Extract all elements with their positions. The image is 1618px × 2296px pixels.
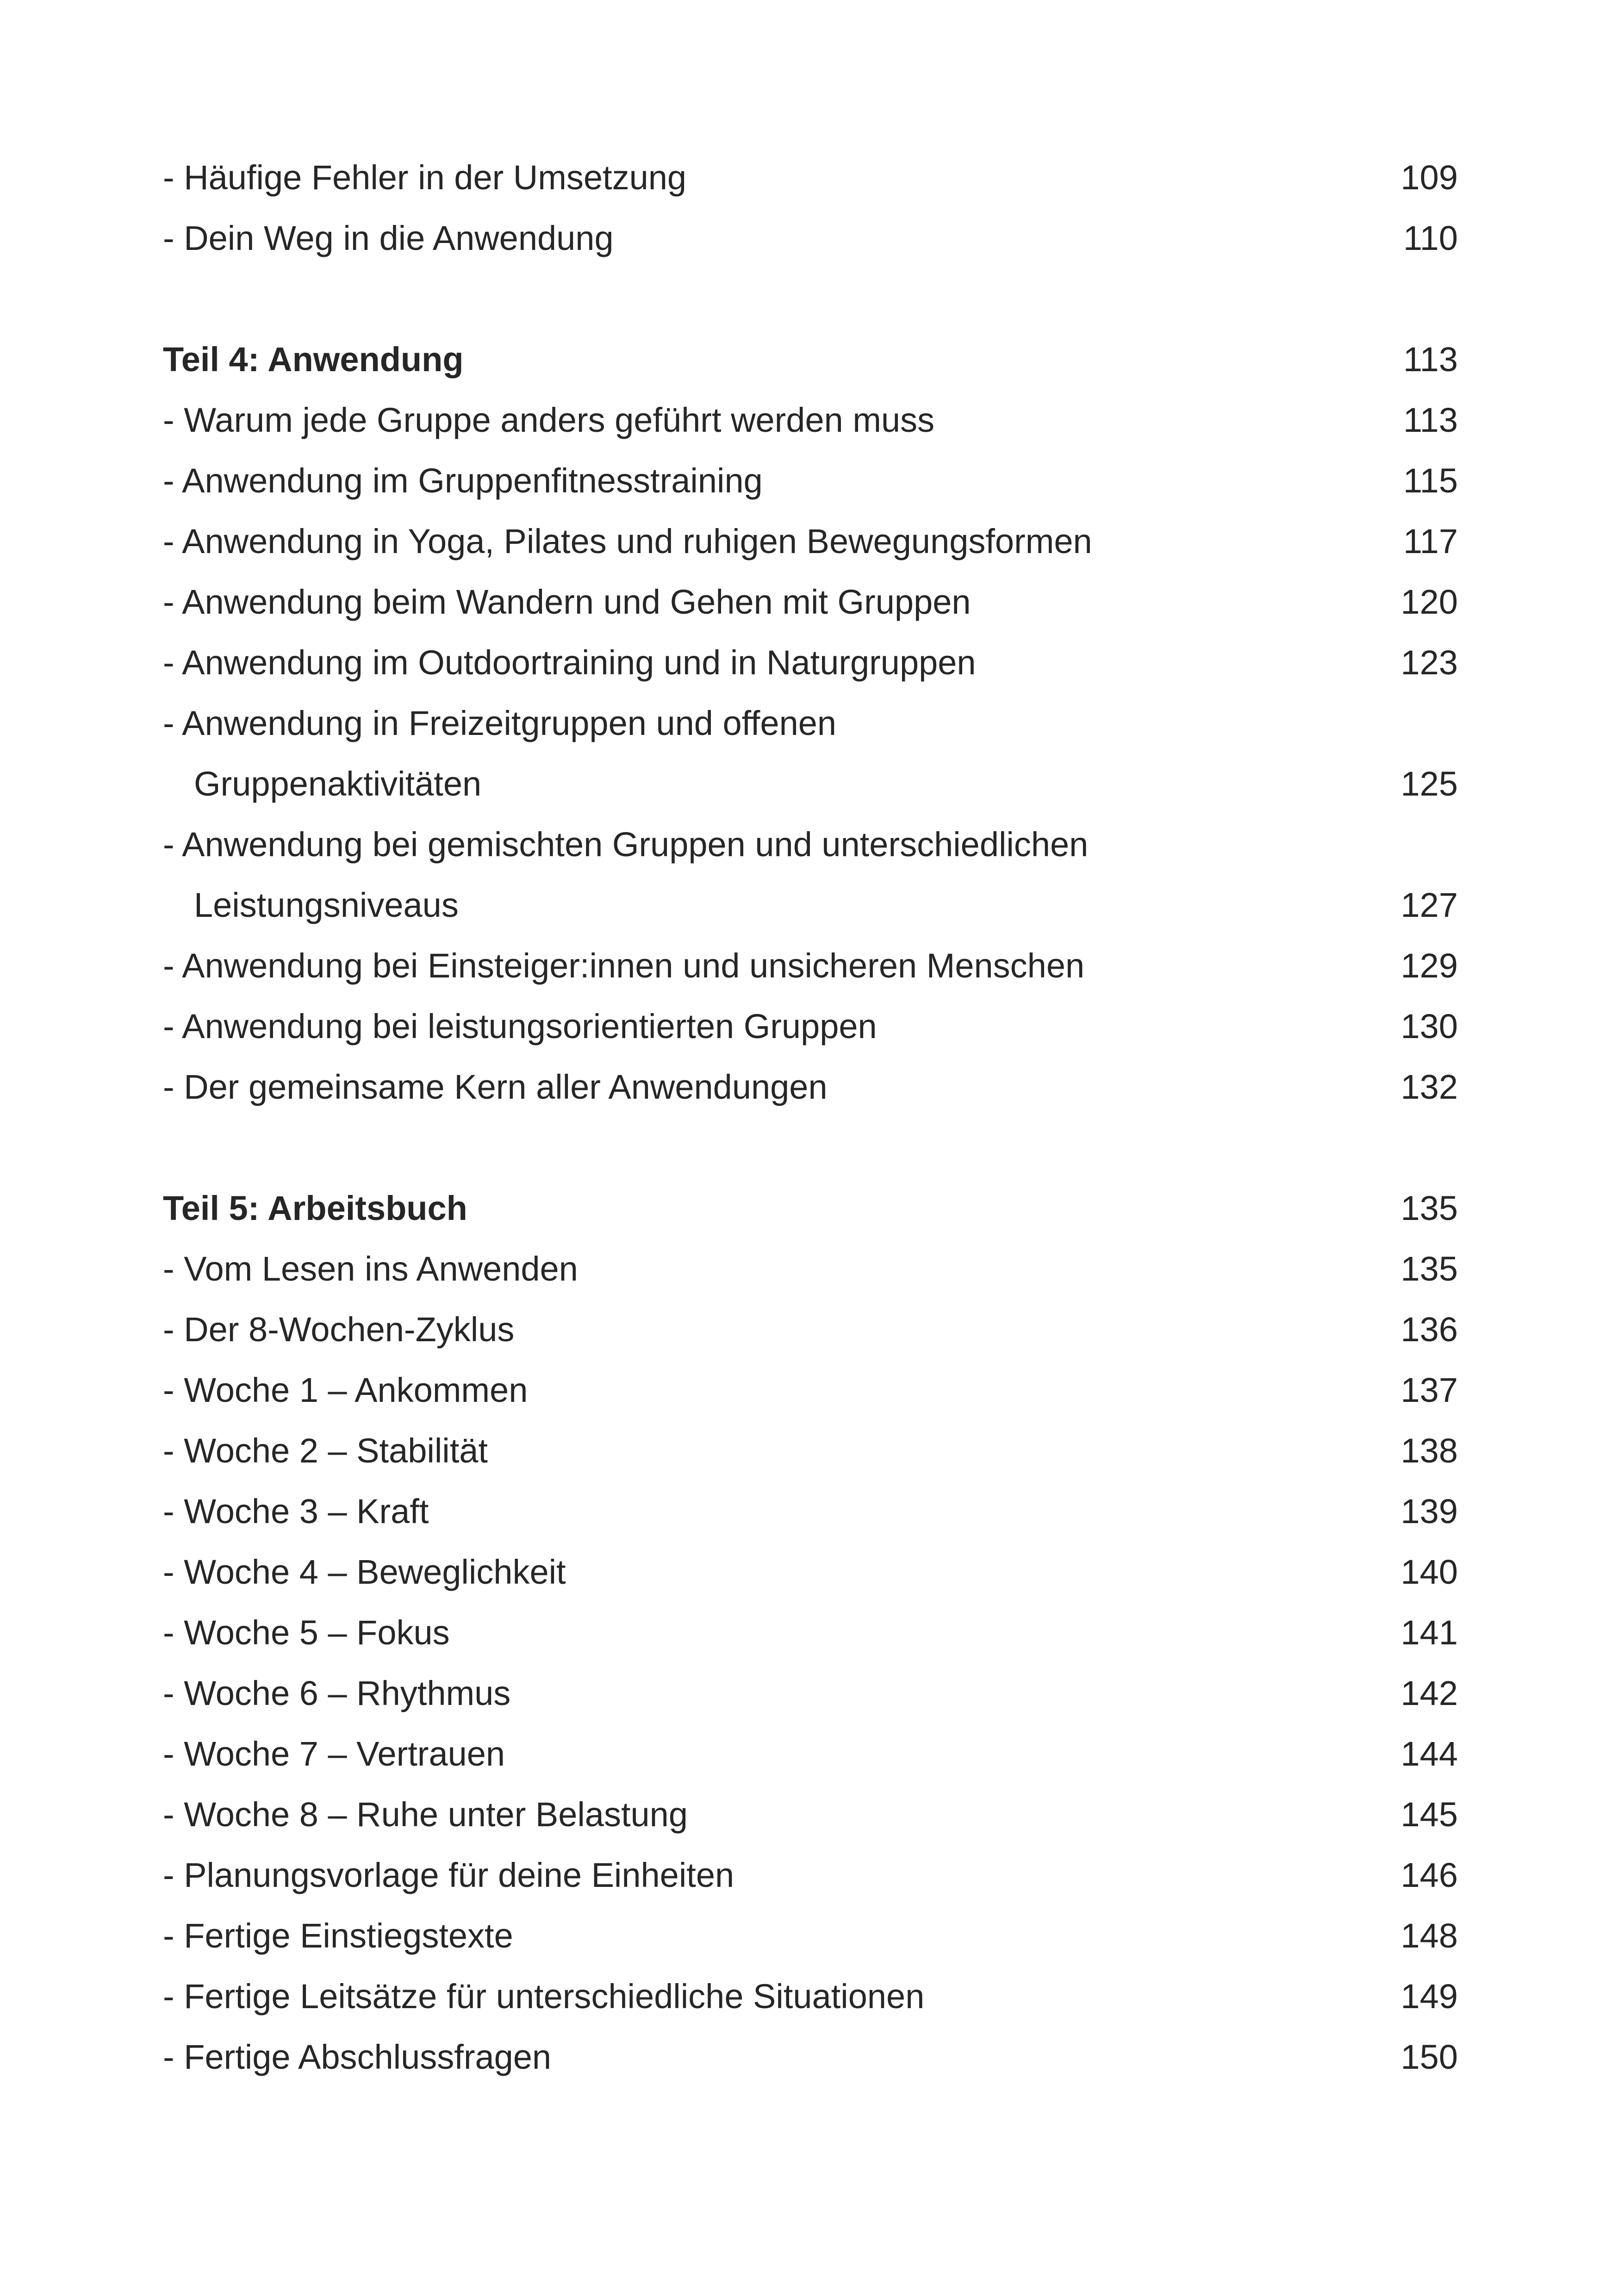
toc-entry-page-number: 127 bbox=[1400, 886, 1458, 924]
toc-heading-title: Teil 5: Arbeitsbuch bbox=[163, 1189, 467, 1227]
toc-entry-title: - Anwendung bei leistungsorientierten Gruppen bbox=[163, 1007, 877, 1045]
toc-heading bbox=[163, 329, 1458, 390]
toc-entry-page-number: 137 bbox=[1400, 1371, 1458, 1409]
toc-heading-page-number: 113 bbox=[1403, 340, 1458, 379]
toc-entry-title: - Woche 5 – Fokus bbox=[163, 1613, 450, 1652]
toc-entry bbox=[163, 390, 1458, 450]
toc-entry-page-number: 129 bbox=[1400, 946, 1458, 985]
toc-entry bbox=[163, 1057, 1458, 1117]
toc-entry-title: - Woche 8 – Ruhe unter Belastung bbox=[163, 1795, 688, 1834]
toc-entry bbox=[163, 511, 1458, 572]
toc-entry-page-number: 120 bbox=[1400, 583, 1458, 621]
toc-entry-title: - Häufige Fehler in der Umsetzung bbox=[163, 158, 687, 197]
table-of-contents bbox=[163, 147, 1458, 2087]
toc-entry-title-continuation: Gruppenaktivitäten bbox=[194, 765, 482, 803]
toc-entry-page-number: 141 bbox=[1400, 1613, 1458, 1652]
toc-heading-title: Teil 4: Anwendung bbox=[163, 340, 464, 379]
toc-entry bbox=[163, 1724, 1458, 1784]
toc-entry-title: - Woche 1 – Ankommen bbox=[163, 1371, 528, 1409]
toc-entry-page-number: 110 bbox=[1403, 219, 1458, 257]
toc-entry-page-number: 109 bbox=[1400, 158, 1458, 197]
section-spacer bbox=[163, 268, 1458, 329]
toc-entry-title: - Vom Lesen ins Anwenden bbox=[163, 1250, 578, 1288]
toc-entry-title: - Woche 4 – Beweglichkeit bbox=[163, 1553, 566, 1591]
toc-entry-page-number: 148 bbox=[1400, 1916, 1458, 1955]
toc-heading bbox=[163, 1178, 1458, 1238]
toc-entry-title: - Planungsvorlage für deine Einheiten bbox=[163, 1856, 734, 1894]
toc-entry bbox=[163, 814, 1458, 875]
toc-entry bbox=[163, 1299, 1458, 1360]
toc-entry-page-number: 135 bbox=[1400, 1250, 1458, 1288]
toc-entry-page-number: 149 bbox=[1400, 1977, 1458, 2016]
toc-entry bbox=[163, 572, 1458, 632]
toc-entry bbox=[163, 1602, 1458, 1663]
toc-entry-title: - Anwendung beim Wandern und Gehen mit Gruppen bbox=[163, 583, 971, 621]
toc-entry bbox=[163, 147, 1458, 208]
toc-entry-page-number: 117 bbox=[1403, 522, 1458, 560]
toc-entry-page-number: 113 bbox=[1403, 401, 1458, 439]
toc-entry bbox=[163, 1845, 1458, 1905]
toc-entry bbox=[163, 996, 1458, 1057]
toc-entry-title: - Fertige Einstiegstexte bbox=[163, 1916, 513, 1955]
toc-entry-page-number: 136 bbox=[1400, 1310, 1458, 1349]
toc-entry bbox=[163, 1663, 1458, 1724]
toc-entry-title: - Anwendung in Yoga, Pilates und ruhigen Bewegungsformen bbox=[163, 522, 1092, 560]
toc-entry bbox=[163, 1542, 1458, 1602]
toc-entry-page-number: 146 bbox=[1400, 1856, 1458, 1894]
toc-section-teil5 bbox=[163, 1178, 1458, 2087]
toc-entry-page-number: 138 bbox=[1400, 1431, 1458, 1470]
toc-entry bbox=[163, 1420, 1458, 1481]
toc-entry-title: - Warum jede Gruppe anders geführt werden muss bbox=[163, 401, 935, 439]
toc-entry-page-number: 144 bbox=[1400, 1735, 1458, 1773]
toc-entry-page-number: 130 bbox=[1400, 1007, 1458, 1045]
toc-entry-continuation-line bbox=[163, 753, 1458, 814]
toc-entry bbox=[163, 693, 1458, 753]
toc-entry-title: - Fertige Abschlussfragen bbox=[163, 2038, 552, 2076]
toc-entry-title: - Anwendung bei Einsteiger:innen und unsicheren Menschen bbox=[163, 946, 1085, 985]
toc-entry-continuation-line bbox=[163, 875, 1458, 935]
toc-entry-title: - Der 8-Wochen-Zyklus bbox=[163, 1310, 515, 1349]
toc-entry-page-number: 123 bbox=[1400, 643, 1458, 682]
toc-entry bbox=[163, 450, 1458, 511]
toc-entry bbox=[163, 1481, 1458, 1542]
toc-entry-title: - Woche 6 – Rhythmus bbox=[163, 1674, 511, 1712]
toc-entry bbox=[163, 1784, 1458, 1845]
section-spacer bbox=[163, 1117, 1458, 1178]
toc-entry bbox=[163, 632, 1458, 693]
toc-entry-title: - Anwendung bei gemischten Gruppen und unterschiedlichen bbox=[163, 825, 1089, 864]
toc-entry-title-continuation: Leistungsniveaus bbox=[194, 886, 459, 924]
toc-entry-page-number: 125 bbox=[1400, 765, 1458, 803]
toc-entry-page-number: 132 bbox=[1400, 1068, 1458, 1106]
toc-entry bbox=[163, 1238, 1458, 1299]
toc-entry-title: - Woche 7 – Vertrauen bbox=[163, 1735, 505, 1773]
toc-entry bbox=[163, 935, 1458, 996]
toc-heading-page-number: 135 bbox=[1400, 1189, 1458, 1227]
toc-entry bbox=[163, 1905, 1458, 1966]
toc-entry-title: - Woche 2 – Stabilität bbox=[163, 1431, 488, 1470]
toc-entry-title: - Fertige Leitsätze für unterschiedliche Situationen bbox=[163, 1977, 925, 2016]
toc-entry-page-number: 150 bbox=[1400, 2038, 1458, 2076]
toc-entry-title: - Anwendung in Freizeitgruppen und offenen bbox=[163, 704, 837, 742]
toc-entry-title: - Anwendung im Outdoortraining und in Naturgruppen bbox=[163, 643, 976, 682]
toc-section-teil4 bbox=[163, 329, 1458, 1117]
toc-entry bbox=[163, 1360, 1458, 1420]
toc-entry bbox=[163, 1966, 1458, 2027]
toc-entry-page-number: 115 bbox=[1403, 461, 1458, 500]
toc-entry bbox=[163, 208, 1458, 268]
toc-entry-title: - Dein Weg in die Anwendung bbox=[163, 219, 614, 257]
toc-entry-page-number: 145 bbox=[1400, 1795, 1458, 1834]
toc-entry-title: - Woche 3 – Kraft bbox=[163, 1492, 429, 1531]
toc-entry-page-number: 139 bbox=[1400, 1492, 1458, 1531]
toc-entry bbox=[163, 2027, 1458, 2087]
toc-section-teil3-tail bbox=[163, 147, 1458, 268]
toc-entry-page-number: 142 bbox=[1400, 1674, 1458, 1712]
toc-entry-page-number: 140 bbox=[1400, 1553, 1458, 1591]
toc-entry-title: - Der gemeinsame Kern aller Anwendungen bbox=[163, 1068, 828, 1106]
toc-entry-title: - Anwendung im Gruppenfitnesstraining bbox=[163, 461, 763, 500]
